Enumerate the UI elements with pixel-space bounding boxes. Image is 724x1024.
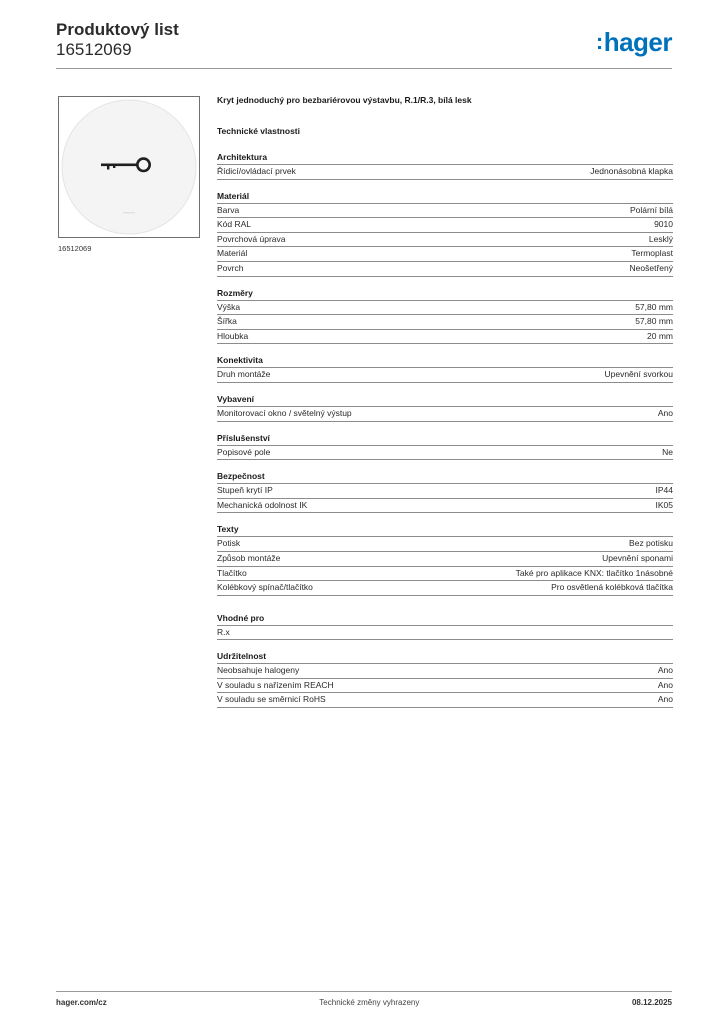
product-title: Kryt jednoduchý pro bezbariérovou výstavbu, R.1/R.3, bílá lesk bbox=[217, 95, 472, 105]
spec-label: Monitorovací okno / světelný výstup bbox=[217, 407, 352, 418]
spec-row bbox=[217, 664, 673, 679]
spec-group bbox=[217, 354, 673, 383]
spec-label: Způsob montáže bbox=[217, 552, 281, 563]
spec-label: Šířka bbox=[217, 316, 237, 327]
section-title: Technické vlastnosti bbox=[217, 126, 300, 136]
spec-group-title: Architektura bbox=[217, 151, 673, 165]
spec-value: IP44 bbox=[655, 485, 673, 496]
spec-group-title: Vhodné pro bbox=[217, 612, 673, 626]
spec-value: 20 mm bbox=[647, 330, 673, 341]
spec-label: Stupeň krytí IP bbox=[217, 485, 273, 496]
spec-group-title: Rozměry bbox=[217, 287, 673, 301]
spec-group-title: Vybavení bbox=[217, 393, 673, 407]
spec-row bbox=[217, 499, 673, 514]
spec-group bbox=[217, 470, 673, 513]
spec-row bbox=[217, 247, 673, 262]
spec-row bbox=[217, 537, 673, 552]
spec-group-title: Texty bbox=[217, 523, 673, 537]
spec-label: Potisk bbox=[217, 538, 241, 549]
spec-row bbox=[217, 330, 673, 345]
spec-value: Jednonásobná klapka bbox=[590, 166, 673, 176]
spec-value: Upevnění svorkou bbox=[604, 369, 673, 380]
spec-value: Lesklý bbox=[648, 233, 673, 244]
spec-label: Mechanická odolnost IK bbox=[217, 499, 308, 510]
spec-label: Tlačítko bbox=[217, 567, 247, 578]
spec-value: Ano bbox=[657, 407, 673, 418]
spec-value: 9010 bbox=[654, 219, 673, 230]
spec-row bbox=[217, 407, 673, 422]
spec-value: Ne bbox=[662, 446, 673, 457]
spec-value: 57,80 mm bbox=[635, 316, 673, 327]
spec-value: 57,80 mm bbox=[635, 301, 673, 312]
spec-row bbox=[217, 218, 673, 233]
spec-value: Ano bbox=[657, 679, 673, 690]
spec-group-title: Materiál bbox=[217, 190, 673, 204]
footer-disclaimer: Technické změny vyhrazeny bbox=[319, 998, 420, 1007]
spec-row bbox=[217, 693, 673, 708]
spec-value: IK05 bbox=[655, 499, 673, 510]
footer bbox=[56, 998, 672, 1007]
spec-label: V souladu se směrnicí RoHS bbox=[217, 694, 326, 705]
spec-label: Hloubka bbox=[217, 330, 249, 341]
spec-row bbox=[217, 315, 673, 330]
spec-value: Pro osvětlená kolébková tlačítka bbox=[551, 582, 673, 593]
spec-row bbox=[217, 581, 673, 596]
spec-row bbox=[217, 626, 673, 641]
spec-group bbox=[217, 650, 673, 708]
spec-row bbox=[217, 204, 673, 219]
spec-group bbox=[217, 523, 673, 595]
spec-group bbox=[217, 151, 673, 180]
spec-label: Kolébkový spínač/tlačítko bbox=[217, 582, 313, 593]
spec-value: Polární bílá bbox=[630, 204, 673, 215]
spec-group-title: Příslušenství bbox=[217, 432, 673, 446]
spec-label: Barva bbox=[217, 204, 240, 215]
spec-row bbox=[217, 446, 673, 461]
spec-group bbox=[217, 190, 673, 277]
spec-value: Termoplast bbox=[631, 248, 673, 259]
spec-row bbox=[217, 484, 673, 499]
spec-label: Povrch bbox=[217, 262, 244, 273]
spec-value: Upevnění sponami bbox=[602, 552, 673, 563]
hager-logo: :hager bbox=[595, 27, 672, 57]
document-title: Produktový list bbox=[56, 20, 179, 39]
spec-label: V souladu s nařízením REACH bbox=[217, 679, 334, 690]
spec-group bbox=[217, 393, 673, 422]
spec-value: Také pro aplikace KNX: tlačítko 1násobné bbox=[515, 567, 673, 578]
footer-divider bbox=[56, 991, 672, 992]
specifications bbox=[217, 94, 673, 718]
spec-value: Neošetřený bbox=[629, 262, 673, 273]
spec-group bbox=[217, 432, 673, 461]
footer-date: 08.12.2025 bbox=[631, 998, 672, 1007]
footer-website[interactable]: hager.com/cz bbox=[56, 998, 107, 1007]
spec-value: Bez potisku bbox=[629, 538, 673, 549]
spec-label: Výška bbox=[217, 301, 241, 312]
spec-group-title: Udržitelnost bbox=[217, 650, 673, 664]
spec-label: Kód RAL bbox=[217, 219, 252, 230]
spec-value: Ano bbox=[657, 665, 673, 676]
product-illustration bbox=[59, 97, 199, 237]
product-number: 16512069 bbox=[56, 40, 132, 59]
spec-groups bbox=[217, 151, 673, 708]
spec-row bbox=[217, 567, 673, 582]
spec-row bbox=[217, 233, 673, 248]
spec-row bbox=[217, 301, 673, 316]
spec-row bbox=[217, 552, 673, 567]
spec-label: Materiál bbox=[217, 248, 248, 259]
spec-row bbox=[217, 679, 673, 694]
spec-group-title: Konektivita bbox=[217, 354, 673, 368]
spec-label: Popisové pole bbox=[217, 446, 271, 457]
spec-label: Řídicí/ovládací prvek bbox=[217, 166, 296, 176]
spec-label: R.x bbox=[217, 626, 230, 637]
spec-group bbox=[217, 287, 673, 345]
product-image bbox=[58, 96, 200, 238]
spec-label: Druh montáže bbox=[217, 369, 271, 380]
spec-value: Ano bbox=[657, 694, 673, 705]
spec-row bbox=[217, 368, 673, 383]
logo-text: hager bbox=[603, 27, 672, 57]
spec-group bbox=[217, 612, 673, 641]
header bbox=[56, 20, 179, 59]
spec-row bbox=[217, 165, 673, 180]
spec-row bbox=[217, 262, 673, 277]
spec-label: Neobsahuje halogeny bbox=[217, 665, 300, 676]
spec-group-title: Bezpečnost bbox=[217, 470, 673, 484]
header-divider bbox=[56, 68, 672, 69]
spec-label: Povrchová úprava bbox=[217, 233, 286, 244]
image-caption: 16512069 bbox=[58, 244, 92, 253]
